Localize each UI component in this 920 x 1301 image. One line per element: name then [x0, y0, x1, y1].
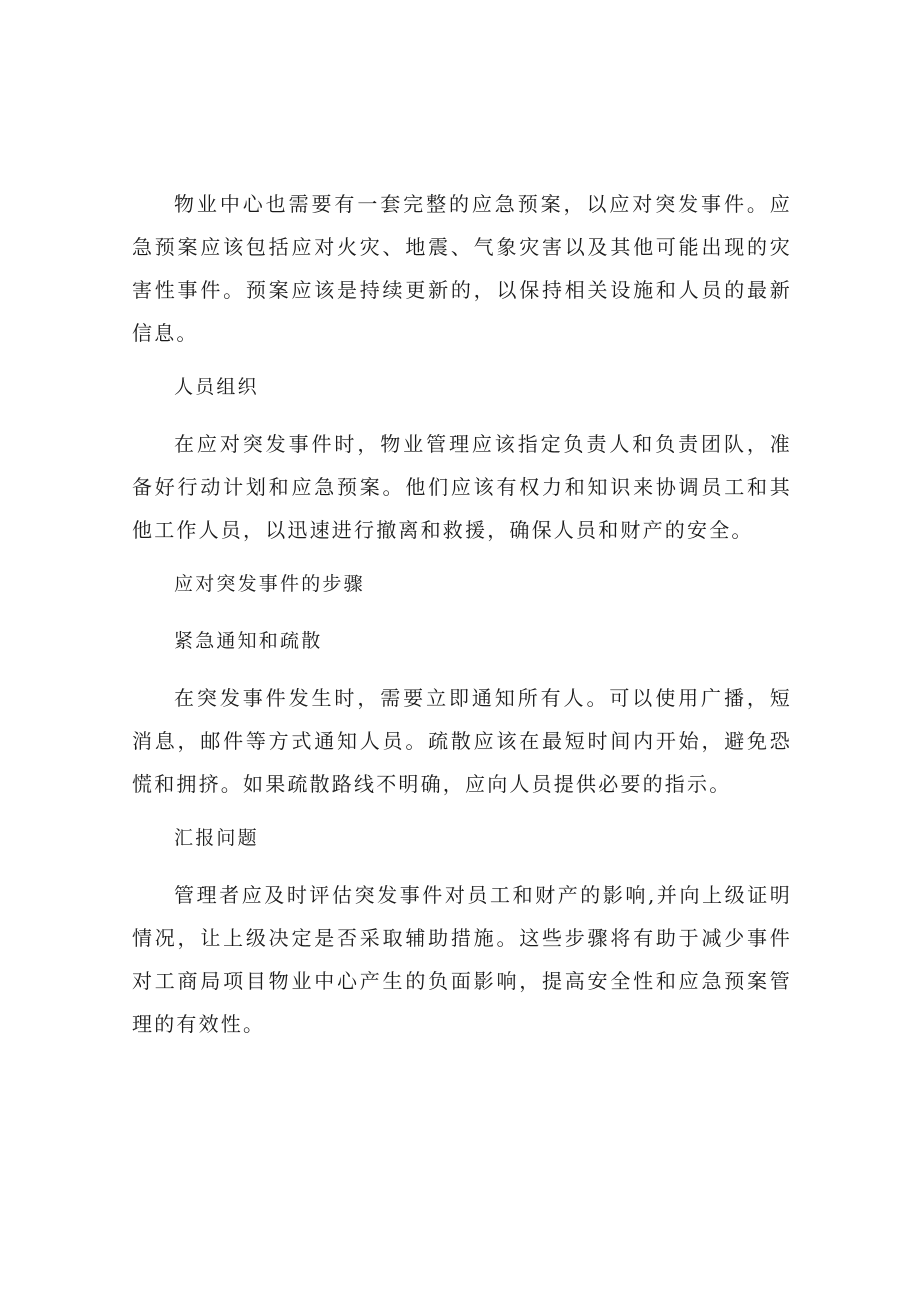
document-page [132, 183, 792, 1046]
reporting-paragraph: 管理者应及时评估突发事件对员工和财产的影响,并向上级证明情况，让上级决定是否采取辅助措施。这些步骤将有助于减少事件对工商局项目物业中心产生的负面影响，提高安全性和应急预案管理的有效性。 [132, 883, 792, 1036]
subsection-heading-reporting: 汇报问题 [174, 827, 259, 849]
section-heading-personnel: 人员组织 [174, 376, 259, 398]
intro-paragraph: 物业中心也需要有一套完整的应急预案，以应对突发事件。应急预案应该包括应对火灾、地震、气象灾害以及其他可能出现的灾害性事件。预案应该是持续更新的，以保持相关设施和人员的最新信息。 [132, 192, 792, 345]
subsection-heading-evacuation: 紧急通知和疏散 [174, 630, 323, 652]
personnel-paragraph: 在应对突发事件时，物业管理应该指定负责人和负责团队，准备好行动计划和应急预案。他们应该有权力和知识来协调员工和其他工作人员，以迅速进行撤离和救援，确保人员和财产的安全。 [132, 432, 792, 542]
evacuation-paragraph: 在突发事件发生时，需要立即通知所有人。可以使用广播，短消息，邮件等方式通知人员。疏散应该在最短时间内开始，避免恐慌和拥挤。如果疏散路线不明确，应向人员提供必要的指示。 [132, 686, 792, 796]
section-heading-steps: 应对突发事件的步骤 [174, 573, 365, 595]
